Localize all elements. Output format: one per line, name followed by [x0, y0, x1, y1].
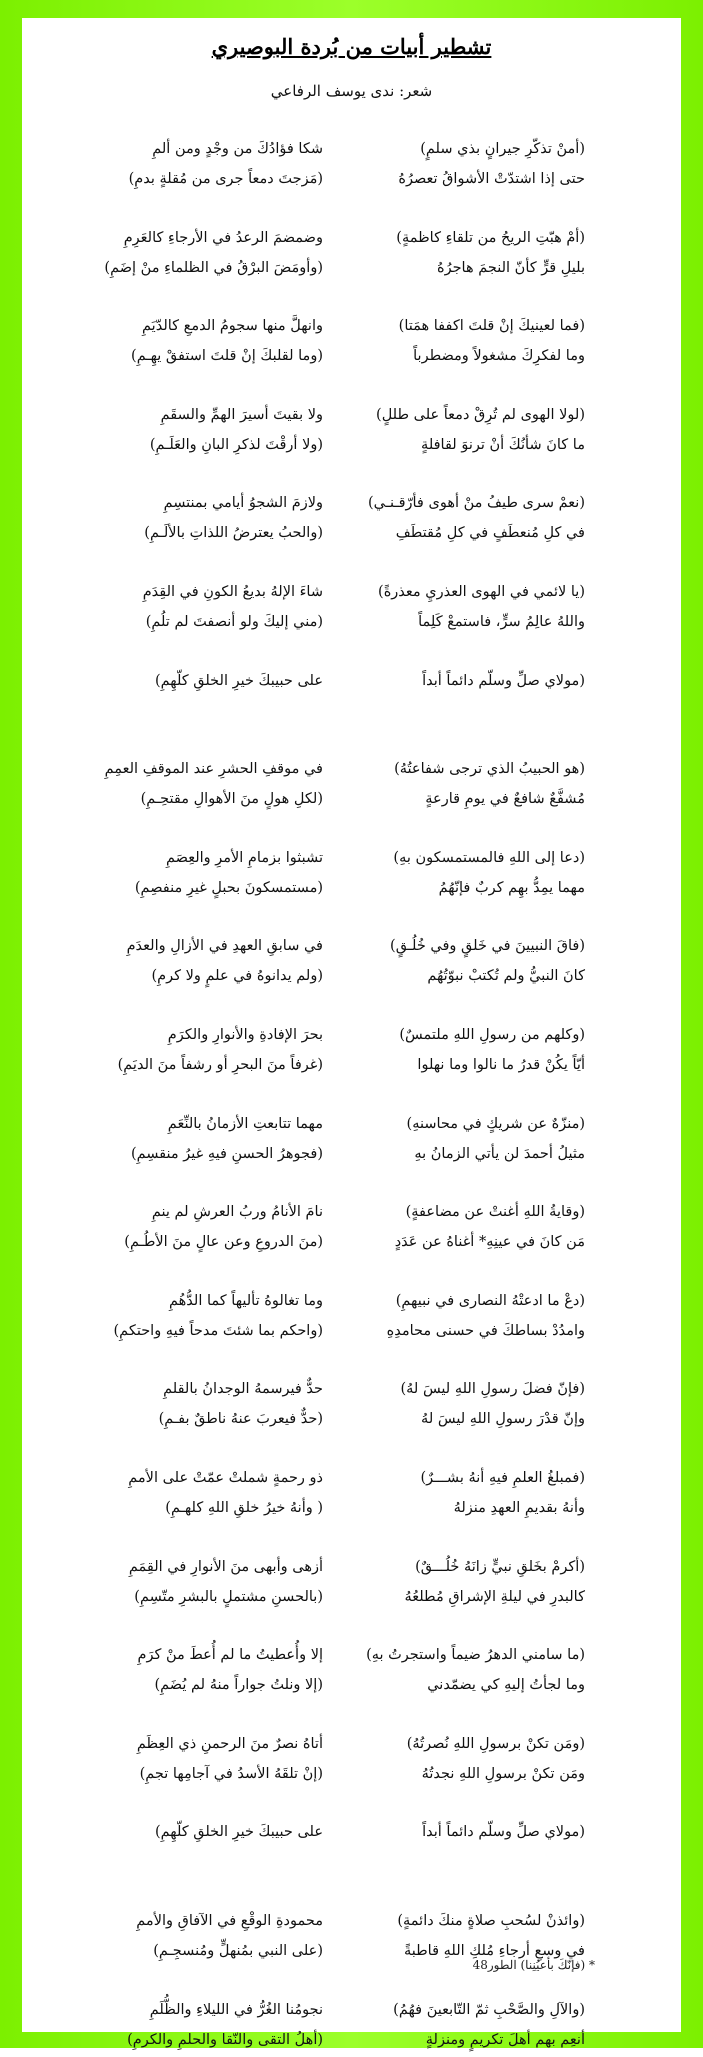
- verse-line: [22, 933, 681, 959]
- right-hemistich: في كلِ مُنعطَفٍ في كلِ مُقتطَفِ: [395, 525, 585, 542]
- right-hemistich: (يا لائمي في الهوى العذريِ معذرةً): [378, 584, 585, 600]
- right-hemistich: (ما سامني الدهرُ ضيماً واستجرتُ بهِ): [366, 1647, 585, 1664]
- left-hemistich: تشبثوا بزمامِ الأمرِ والعِصَمِ: [165, 849, 323, 866]
- left-hemistich: نجومُنا الغُرُّ في الليلاءِ والظُّلَمِ: [149, 2001, 323, 2018]
- left-hemistich: (حدٌّ فيعربَ عنهُ ناطقٌ بفـمِ): [158, 1411, 323, 1428]
- verse-line: [22, 845, 681, 871]
- verse-line: [22, 1495, 681, 1521]
- right-hemistich: وما لفكرِكَ مشغولاً ومضطرباً: [413, 348, 585, 365]
- left-hemistich: حدٌّ فيرسمهُ الوجدانُ بالقلمِ: [163, 1381, 323, 1398]
- verse-line: [22, 1908, 681, 1934]
- stanza: [22, 579, 681, 639]
- right-hemistich: (مولاي صلِّ وسلّم دائماً أبداً: [422, 672, 585, 689]
- right-hemistich: (أمْ هبّتِ الريحُ من تلقاءِ كاظمةٍ): [396, 229, 585, 246]
- right-hemistich: ما كانَ شأنُكَ أنْ ترنوَ لقافلةٍ: [421, 436, 585, 453]
- verse-line: [22, 520, 681, 546]
- verse-line: [22, 1997, 681, 2023]
- left-hemistich: وضمضمَ الرعدُ في الأرجاءِ كالعَرِمِ: [123, 229, 323, 246]
- right-hemistich: (نعمْ سرى طيفُ منْ أهوى فأرّقـنـي): [367, 495, 585, 512]
- verse-line: [22, 1022, 681, 1048]
- right-hemistich: حتى إذا اشتدّتْ الأشواقُ تعصرُهُ: [398, 171, 585, 187]
- right-hemistich: كانَ النبيُّ ولم تُكتبْ نبوّتُهُم: [427, 968, 585, 985]
- verse-line: [22, 1141, 681, 1167]
- stanza: [22, 402, 681, 462]
- left-hemistich: (والحبُ يعترضُ اللذاتِ بالألَـمِ): [144, 525, 323, 542]
- left-hemistich: وما تغالوهُ تأليهاً كما الدُّهُمِ: [169, 1292, 323, 1309]
- right-hemistich: أيّاً يكُنْ قدرُ ما نالوا وما نهلوا: [417, 1057, 585, 1073]
- verse-line: [22, 1584, 681, 1610]
- verse-line: [22, 1052, 681, 1078]
- verse-line: [22, 166, 681, 192]
- verse-line: [22, 1229, 681, 1255]
- verse-line: [22, 756, 681, 782]
- left-hemistich: (ولم يدانوهُ في علمٍ ولا كرمِ): [151, 968, 323, 985]
- left-hemistich: (وأومَضَ البرْقُ في الظلماءِ منْ إضَمِ): [104, 259, 323, 276]
- verse-line: [22, 343, 681, 369]
- verse-line: [22, 2027, 681, 2053]
- verse-line: [22, 1819, 681, 1845]
- left-hemistich: في موقفِ الحشرِ عند الموقفِ العمِمِ: [104, 761, 323, 778]
- stanza: [22, 490, 681, 550]
- verse-line: [22, 490, 681, 516]
- stanza: [22, 1642, 681, 1702]
- stanza: [22, 1376, 681, 1436]
- verse-line: [22, 432, 681, 458]
- stanza: [22, 313, 681, 373]
- poem-title: تشطير أبيات من بُردة البوصيري: [211, 34, 492, 59]
- right-hemistich: مَن كانَ في عينِهِ* أغناهُ عن عَدَدٍ: [394, 1234, 585, 1251]
- verse-line: [22, 786, 681, 812]
- left-hemistich: ولا بقيتَ أسيرَ الهمِّ والسقَمِ: [160, 406, 323, 423]
- right-hemistich: وأنهُ بقديمِ العهدِ منزلهُ: [453, 1500, 585, 1516]
- right-hemistich: كالبدرِ في ليلةِ الإشراقِ مُطلعُهُ: [404, 1588, 585, 1605]
- left-hemistich: (غرفاً منَ البحرِ أو رشفاً منَ الديَمِ): [117, 1057, 323, 1073]
- left-hemistich: شكا فؤادُكَ من وجْدٍ ومن ألمِ: [152, 141, 323, 157]
- stanza: [22, 1199, 681, 1259]
- verse-line: [22, 609, 681, 635]
- left-hemistich: (بالحسنِ مشتملٍ بالبشرِ متّسِمِ): [134, 1588, 323, 1605]
- verse-line: [22, 136, 681, 162]
- right-hemistich: بليلِ قرٍّ كأنّ النجمَ هاجرُهُ: [437, 259, 585, 276]
- left-hemistich: أتاهُ نصرٌ منَ الرحمنِ ذي العِظَمِ: [136, 1735, 323, 1752]
- stanza: [22, 668, 681, 728]
- left-hemistich: (مني إليكَ ولو أنصفتَ لم تلُمِ): [145, 614, 323, 630]
- right-hemistich: في وسعِ أرجاءِ مُلكِ اللهِ قاطبةً: [403, 1943, 585, 1959]
- stanza: [22, 933, 681, 993]
- left-hemistich: ( وأنهُ خيرُ خلقِ اللهِ كلهـمِ): [165, 1500, 323, 1516]
- left-hemistich: (منَ الدروعِ وعن عالٍ منَ الأطُـمِ): [124, 1234, 323, 1251]
- left-hemistich: ولازمَ الشجوُ أيامي بمنتسِمِ: [163, 495, 323, 512]
- verse-line: [22, 579, 681, 605]
- left-hemistich: نامَ الأنامُ وربُ العرشِ لم ينمِ: [151, 1204, 323, 1221]
- right-hemistich: مُشفَّعٌ شافعٌ في يومِ قارعةٍ: [425, 791, 585, 808]
- verse-line: [22, 963, 681, 989]
- left-hemistich: (مَزجتَ دمعاً جرى من مُقلةٍ بدمِ): [128, 171, 323, 187]
- right-hemistich: (وقايةُ اللهِ أغنتْ عن مضاعفةٍ): [405, 1204, 585, 1221]
- right-hemistich: أنعِم بهم أهلَ تكريمٍ ومنزلةٍ: [425, 2031, 585, 2048]
- right-hemistich: (فإنّ فضلَ رسولِ اللهِ ليسَ لهُ): [400, 1381, 585, 1398]
- verse-line: [22, 698, 681, 724]
- verse-line: [22, 1376, 681, 1402]
- right-hemistich: (والآلِ والصَّحْبِ ثمّ التّابعينَ فهُمُ): [393, 2001, 585, 2018]
- verse-line: [22, 402, 681, 428]
- right-hemistich: (وائذنْ لسُحبِ صلاةٍ منكَ دائمةٍ): [397, 1913, 585, 1929]
- right-hemistich: (فمبلغُ العلمِ فيهِ أنهُ بشـــرٌ): [420, 1470, 585, 1486]
- right-hemistich: (ومَن تكنْ برسولِ اللهِ نُصرتُهُ): [406, 1735, 585, 1752]
- left-hemistich: (لكلِ هولٍ منَ الأهوالِ مقتحِـمِ): [140, 791, 323, 808]
- verse-line: [22, 255, 681, 281]
- left-hemistich: (إلا ونلتُ جواراً منهُ لم يُضَمِ): [154, 1677, 323, 1694]
- stanza: [22, 845, 681, 905]
- left-hemistich: في سابقِ العهدِ في الأزالِ والعدَمِ: [126, 938, 323, 955]
- right-hemistich: (دعا إلى اللهِ فالمستمسكون بهِ): [393, 849, 585, 866]
- verse-line: [22, 1318, 681, 1344]
- verse-line: [22, 1111, 681, 1137]
- right-hemistich: واللهُ عالِمُ سرٍّ، فاستمعْ كَلِماً: [418, 614, 585, 630]
- stanza: [22, 1819, 681, 1879]
- verse-line: [22, 1731, 681, 1757]
- right-hemistich: (منزّهٌ عن شريكٍ في محاسنهِ): [406, 1115, 585, 1132]
- verse-line: [22, 313, 681, 339]
- verse-line: [22, 225, 681, 251]
- left-hemistich: شاءَ الإلهُ بديعُ الكونِ في القِدَمِ: [142, 584, 323, 600]
- right-hemistich: (أكرمْ بخَلقِ نبيٍّ زانَهُ خُلُـــقٌ): [415, 1558, 585, 1575]
- left-hemistich: (مستمسكونَ بحبلٍ غيرِ منفصِمِ): [134, 879, 323, 896]
- right-hemistich: (وكلهم من رسولِ اللهِ ملتمسٌ): [399, 1027, 585, 1043]
- verse-line: [22, 1642, 681, 1668]
- left-hemistich: (فجوهرُ الحسنِ فيهِ غيرُ منقسِمِ): [130, 1145, 323, 1162]
- poet-name: شعر: ندى يوسف الرفاعي: [270, 82, 433, 100]
- verse-line: [22, 1199, 681, 1225]
- poem-page: [22, 18, 681, 2048]
- verse-line: [22, 1849, 681, 1875]
- left-hemistich: (إنْ تلقَهُ الأسدُ في آجامِها تجمِ): [139, 1765, 323, 1782]
- stanza: [22, 1022, 681, 1082]
- right-hemistich: مثيلُ أحمدَ لن يأتي الزمانُ بهِ: [414, 1145, 585, 1162]
- stanza: [22, 756, 681, 816]
- stanza: [22, 1554, 681, 1614]
- left-hemistich: (أهلُ التقى والنّقا والحلمِ والكرمِ): [127, 2031, 323, 2048]
- verse-line: [22, 1554, 681, 1580]
- right-hemistich: (أمنْ تذكّرِ جيرانٍ بذي سلمٍ): [420, 141, 585, 157]
- left-hemistich: (واحكم بما شئتَ مدحاً فيهِ واحتكمِ): [113, 1322, 323, 1339]
- left-hemistich: وانهلَّ منها سجومُ الدمعِ كالدّيَمِ: [142, 318, 323, 335]
- stanza: [22, 1465, 681, 1525]
- verse-line: [22, 1761, 681, 1787]
- left-hemistich: مهما تتابعتِ الأزمانُ بالنِّعَمِ: [167, 1115, 323, 1132]
- left-hemistich: إلا وأُعطيتُ ما لم أُعطَ منْ كرَمِ: [137, 1647, 323, 1664]
- right-hemistich: (لولا الهوى لم تُرِقْ دمعاً على طللٍ): [376, 406, 585, 423]
- right-hemistich: (مولاي صلِّ وسلّم دائماً أبداً: [422, 1824, 585, 1841]
- right-hemistich: (فاقَ النبيينَ في خَلقٍ وفي خُلُـقٍ): [390, 938, 585, 955]
- right-hemistich: وما لجأتُ إليهِ كي يضمّدني: [427, 1677, 585, 1694]
- stanza: [22, 225, 681, 285]
- right-hemistich: مهما يمِدُّ بهِم كربٌ فإنّهُمُ: [438, 879, 585, 896]
- right-hemistich: وامدُدْ بساطكَ في حسنى محامدِهِ: [386, 1322, 585, 1339]
- footnote: * (فإنّكَ بأعيُنِنا) الطور48: [472, 1958, 595, 1972]
- stanza: [22, 1288, 681, 1348]
- stanza: [22, 1731, 681, 1791]
- left-hemistich: ذو رحمةٍ شملتْ عمّتْ على الأممِ: [128, 1470, 323, 1486]
- left-hemistich: على حبيبكَ خيرِ الخلقِ كلّهِمِ): [154, 672, 323, 689]
- left-hemistich: أزهى وأبهى منَ الأنوارِ في القِمَمِ: [128, 1558, 323, 1575]
- right-hemistich: (فما لعينيكَ إنْ قلتَ اكففا همَتا): [398, 318, 585, 335]
- left-hemistich: بحرَ الإفادةِ والأنوارِ والكرَمِ: [167, 1027, 323, 1043]
- left-hemistich: على حبيبكَ خيرِ الخلقِ كلّهِمِ): [154, 1824, 323, 1841]
- right-hemistich: (هو الحبيبُ الذي ترجى شفاعتُهُ): [394, 761, 585, 778]
- left-hemistich: محمودةِ الوقْعِ في الآفاقِ والأممِ: [136, 1913, 323, 1929]
- left-hemistich: (ولا أرقْتَ لذكرِ البانِ والعَلَـمِ): [149, 436, 323, 453]
- verse-line: [22, 875, 681, 901]
- verse-line: [22, 1465, 681, 1491]
- verse-line: [22, 668, 681, 694]
- right-hemistich: وإنّ قدْرَ رسولِ اللهِ ليسَ لهُ: [421, 1411, 585, 1428]
- stanza: [22, 1111, 681, 1171]
- left-hemistich: (على النبي بمُنهلٍّ ومُنسجِـمِ): [153, 1943, 323, 1959]
- verse-line: [22, 1288, 681, 1314]
- verse-line: [22, 1406, 681, 1432]
- stanza: [22, 136, 681, 196]
- right-hemistich: (دعْ ما ادعتْهُ النصارى في نبيهمِ): [395, 1292, 585, 1309]
- right-hemistich: ومَن تكنْ برسولِ اللهِ نجدتُهُ: [421, 1765, 585, 1782]
- left-hemistich: (وما لقلبكَ إنْ قلتَ استفقْ يهِـمِ): [131, 348, 323, 365]
- verse-line: [22, 1672, 681, 1698]
